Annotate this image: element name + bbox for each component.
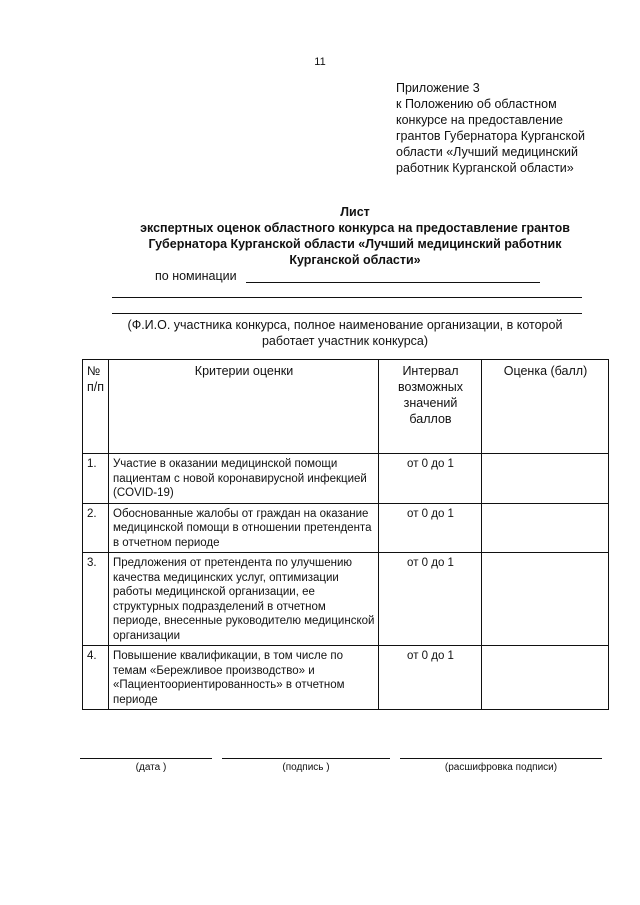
appendix-line: области «Лучший медицинский (396, 145, 579, 159)
row-score-cell[interactable] (482, 454, 609, 504)
row-interval: от 0 до 1 (379, 503, 482, 553)
row-number: 4. (83, 646, 109, 710)
appendix-line: к Положению об областном (396, 97, 557, 111)
participant-field-line-2[interactable] (112, 313, 582, 314)
row-criterion: Обоснованные жалобы от граждан на оказание медицинской помощи в отношении претендента в отчетном периоде (109, 503, 379, 553)
row-number: 1. (83, 454, 109, 504)
page-number: 11 (314, 56, 326, 68)
nomination-label: по номинации (155, 269, 237, 283)
table-row (83, 553, 609, 646)
table-header-row (83, 360, 609, 454)
caption-line: (Ф.И.О. участника конкурса, полное наименование организации, в которой (127, 318, 563, 332)
row-interval: от 0 до 1 (379, 454, 482, 504)
appendix-line: конкурсе на предоставление (396, 113, 564, 127)
title-line: экспертных оценок областного конкурса на предоставление грантов (140, 221, 570, 235)
header-criteria: Критерии оценки (109, 360, 379, 454)
caption-line: работает участник конкурса) (261, 334, 429, 348)
table-row (83, 454, 609, 504)
signature-line[interactable] (222, 758, 390, 759)
table-row (83, 646, 609, 710)
nomination-field-line[interactable] (246, 282, 540, 283)
title-line: Лист (340, 205, 370, 219)
participant-caption (100, 317, 590, 349)
row-number: 2. (83, 503, 109, 553)
title-line: Губернатора Курганской области «Лучший медицинский работник (148, 237, 562, 251)
document-title (60, 204, 640, 268)
row-interval: от 0 до 1 (379, 646, 482, 710)
date-line[interactable] (80, 758, 212, 759)
signature-caption: (подпись ) (282, 762, 330, 773)
table-row (83, 503, 609, 553)
row-criterion: Участие в оказании медицинской помощи пациентам с новой коронавирусной инфекцией (COVID-19) (109, 454, 379, 504)
appendix-reference (396, 80, 626, 176)
appendix-line: работник Курганской области» (396, 161, 574, 175)
appendix-line: Приложение 3 (396, 81, 480, 95)
row-interval: от 0 до 1 (379, 553, 482, 646)
signature-decode-line[interactable] (400, 758, 602, 759)
row-score-cell[interactable] (482, 646, 609, 710)
row-criterion: Повышение квалификации, в том числе по темам «Бережливое производство» и «Пациентоориентированность» в отчетном периоде (109, 646, 379, 710)
signature-decode-caption: (расшифровка подписи) (444, 762, 558, 773)
row-criterion: Предложения от претендента по улучшению качества медицинских услуг, оптимизации работы медицинской организации, ее структурных подразделений в отчетном периоде, внесенные руководителю медицинской организации (109, 553, 379, 646)
date-caption: (дата ) (135, 762, 167, 773)
participant-field-line[interactable] (112, 297, 582, 298)
appendix-line: грантов Губернатора Курганской (396, 129, 586, 143)
row-score-cell[interactable] (482, 553, 609, 646)
header-number: № п/п (83, 360, 109, 454)
criteria-table (82, 359, 609, 710)
title-line: Курганской области» (289, 253, 421, 267)
header-interval: Интервал возможных значений баллов (379, 360, 482, 454)
row-number: 3. (83, 553, 109, 646)
header-score: Оценка (балл) (482, 360, 609, 454)
row-score-cell[interactable] (482, 503, 609, 553)
